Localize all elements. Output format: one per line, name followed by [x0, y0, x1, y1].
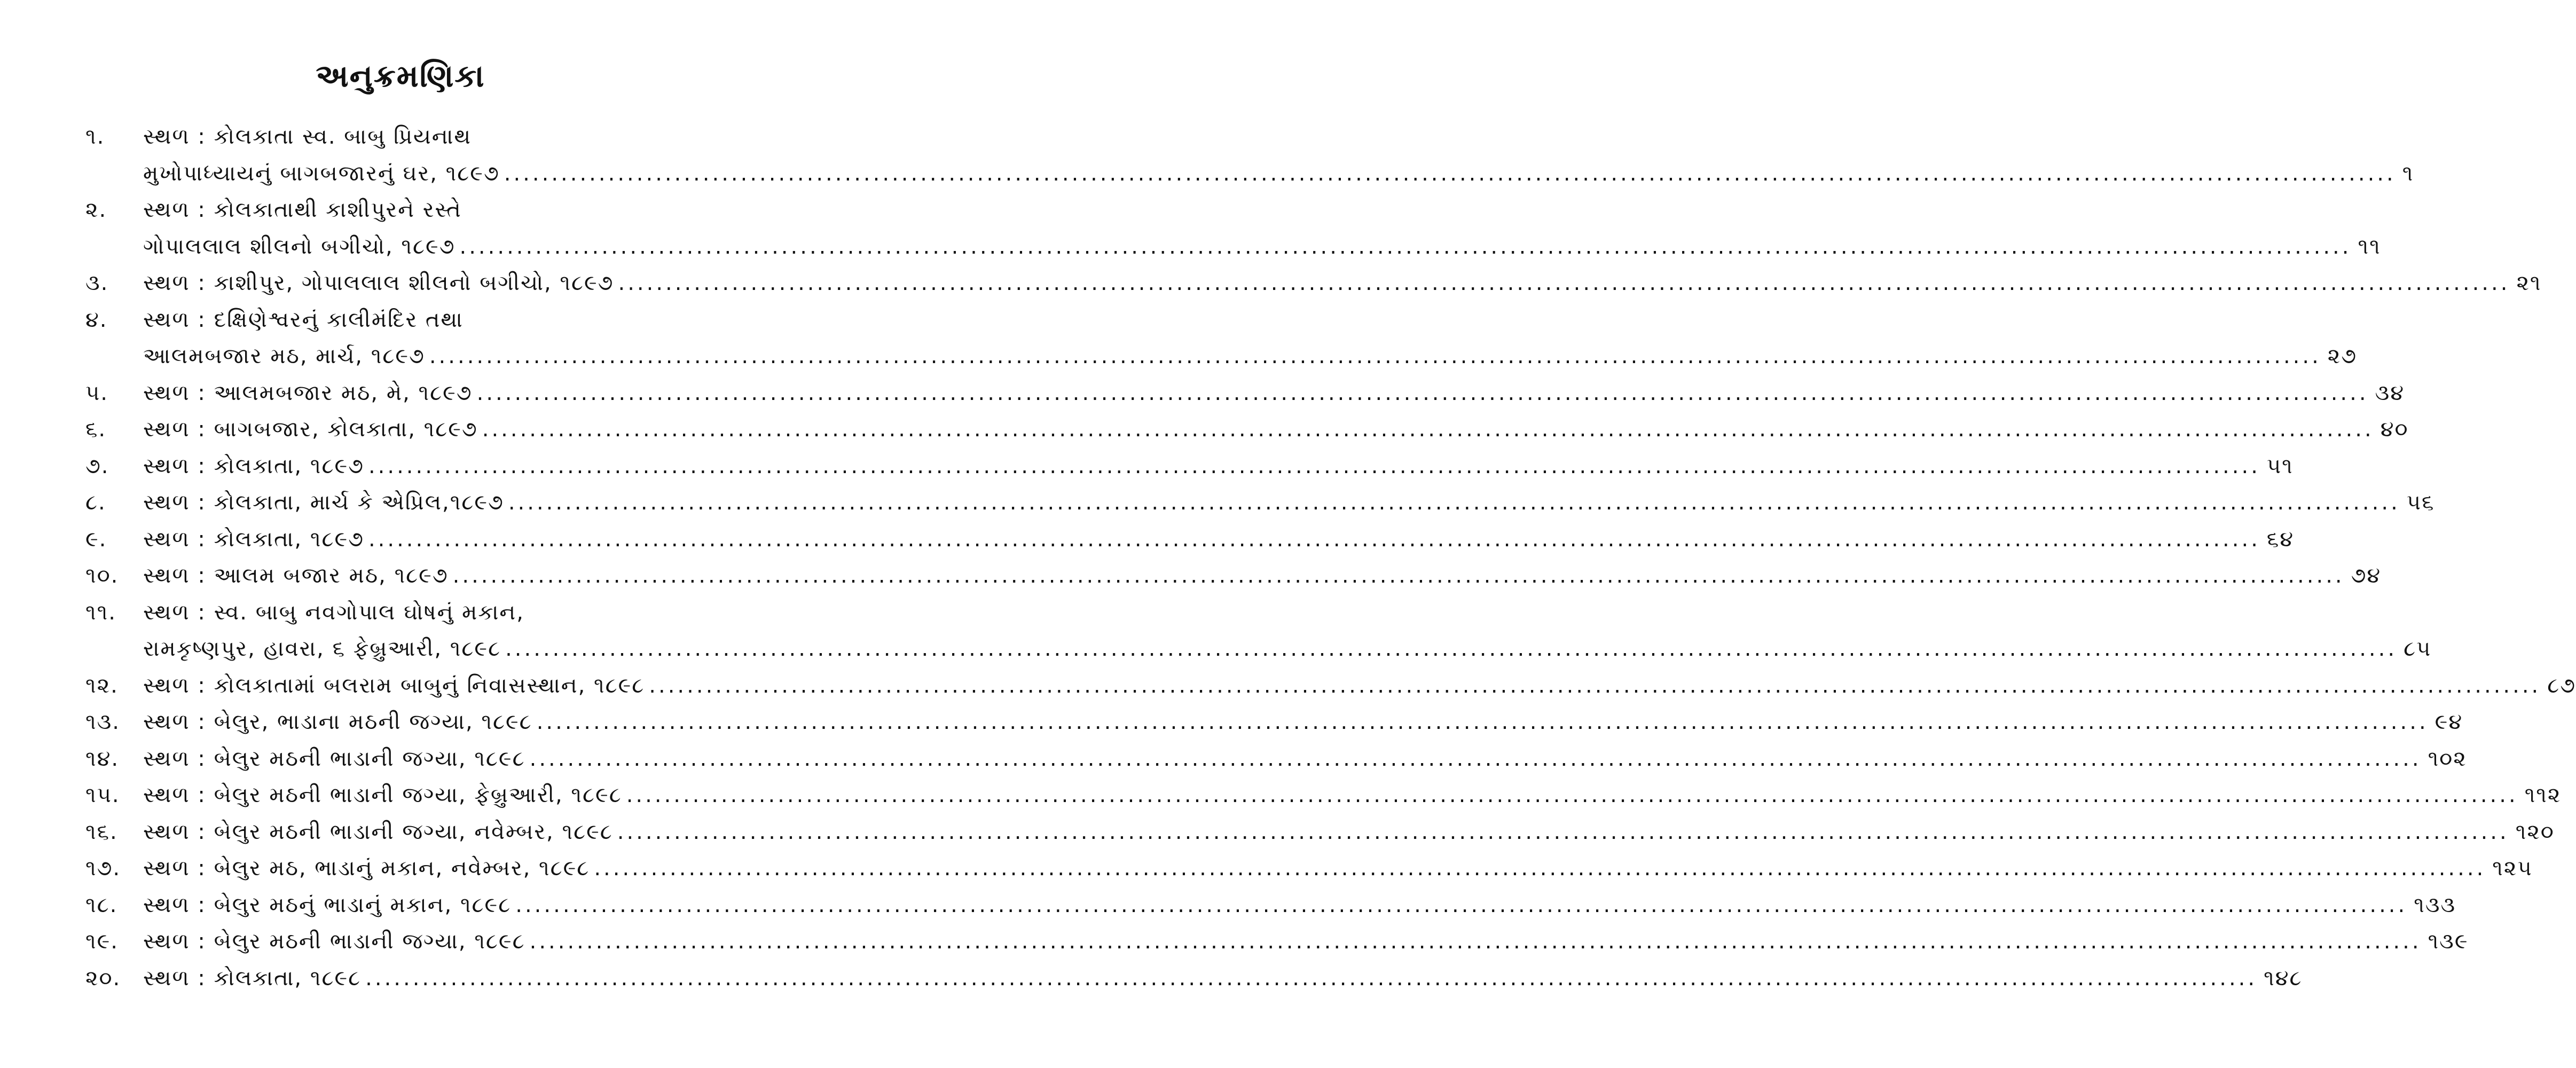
- entry-text: રામકૃષ્ણપુર, હાવરા, ૬ ફેબ્રુઆરી, ૧૮૯૮: [143, 637, 501, 661]
- page-number: ૮૭: [2547, 673, 2576, 698]
- page-number: ૪૦: [2380, 417, 2409, 442]
- entry-number: ૧૫.: [85, 783, 120, 807]
- entry-text: સ્થળ : બેલુર, ભાડાના મઠની જગ્યા, ૧૮૯૮: [143, 710, 532, 734]
- toc-entry-line: [85, 594, 721, 631]
- dot-leader: ........................................................................................................................................................................................................: [452, 563, 2345, 588]
- toc-entry-line: [85, 850, 2533, 887]
- dot-leader: ........................................................................................................................................................................................................: [508, 490, 2400, 515]
- dot-leader: ........................................................................................................................................................................................................: [368, 527, 2260, 552]
- entry-text: સ્થળ : કોલકાતામાં બલરામ બાબુનું નિવાસસ્થાન, ૧૮૯૮: [143, 673, 645, 698]
- dot-leader: ........................................................................................................................................................................................................: [482, 417, 2374, 442]
- page-number: ૮૫: [2404, 637, 2432, 661]
- dot-leader: ........................................................................................................................................................................................................: [505, 637, 2398, 661]
- entry-text: સ્થળ : સ્વ. બાબુ નવગોપાલ ઘોષનું મકાન,: [143, 600, 524, 625]
- page-number: ૧૪૮: [2264, 965, 2303, 991]
- entry-text: સ્થળ : કોલકાતા, ૧૮૯૮: [143, 965, 362, 991]
- toc-entry-line: [85, 814, 2555, 851]
- page-title: અનુક્રમણિકા: [316, 58, 485, 94]
- entry-number: ૧૭.: [85, 856, 121, 881]
- page-number: ૯૪: [2434, 710, 2463, 734]
- entry-text: સ્થળ : બેલુર મઠની ભાડાની જગ્યા, ફેબ્રુઆરી, ૧૮૯૮: [143, 783, 622, 807]
- toc-entry-line: [85, 521, 2295, 558]
- page-number: ૧૨૦: [2515, 819, 2555, 844]
- entry-text: સ્થળ : બેલુર મઠની ભાડાની જગ્યા, નવેમ્બર, ૧૮૯૮: [143, 819, 613, 844]
- dot-leader: ........................................................................................................................................................................................................: [617, 819, 2509, 844]
- dot-leader: ........................................................................................................................................................................................................: [459, 234, 2352, 259]
- dot-leader: ........................................................................................................................................................................................................: [365, 965, 2258, 991]
- toc-entry-line: [85, 887, 2456, 924]
- toc-entry-line: [85, 777, 2562, 814]
- dot-leader: ........................................................................................................................................................................................................: [368, 453, 2260, 478]
- toc-entry-line: [85, 155, 2414, 192]
- toc-entry-line: [85, 302, 721, 339]
- dot-leader: ........................................................................................................................................................................................................: [504, 161, 2396, 186]
- entry-number: ૧૨.: [85, 673, 119, 698]
- entry-text: સ્થળ : બેલુર મઠની ભાડાની જગ્યા, ૧૮૯૮: [143, 929, 525, 954]
- entry-text: આલમબજાર મઠ, માર્ચ, ૧૮૯૭: [143, 344, 425, 368]
- entry-number: ૯.: [85, 527, 107, 552]
- entry-number: ૭.: [85, 453, 109, 478]
- entry-number: ૧૦.: [85, 563, 119, 588]
- entry-text: મુખોપાધ્યાયનું બાગબજારનું ઘર, ૧૮૯૭: [143, 161, 500, 186]
- toc-entry-line: [85, 741, 2467, 778]
- dot-leader: ........................................................................................................................................................................................................: [429, 344, 2321, 368]
- toc-entry-line: [85, 265, 2542, 302]
- entry-text: સ્થળ : કોલકાતા, ૧૮૯૭: [143, 527, 364, 552]
- page-number: ૫૧: [2266, 453, 2294, 478]
- dot-leader: ........................................................................................................................................................................................................: [618, 271, 2510, 295]
- dot-leader: ........................................................................................................................................................................................................: [529, 746, 2422, 771]
- page-number: ૫૬: [2406, 490, 2435, 515]
- dot-leader: ........................................................................................................................................................................................................: [515, 892, 2408, 917]
- page-number: ૨૧: [2516, 271, 2542, 295]
- entry-number: ૪.: [85, 307, 108, 332]
- entry-number: ૧૮.: [85, 892, 118, 917]
- toc-entry-line: [85, 229, 2381, 265]
- page-number: ૩૪: [2375, 380, 2405, 405]
- entry-text: સ્થળ : કોલકાતા સ્વ. બાબુ પ્રિયનાથ: [143, 124, 472, 149]
- toc-entry-line: [85, 484, 2435, 521]
- entry-number: ૧૪.: [85, 746, 120, 771]
- page-number: ૧૩૯: [2428, 929, 2469, 954]
- toc-entry-line: [85, 338, 2358, 375]
- toc-entry-line: [85, 923, 2469, 960]
- page-number: ૧૧: [2358, 234, 2381, 259]
- entry-text: સ્થળ : કોલકાતા, માર્ચ કે એપ્રિલ,૧૮૯૭: [143, 490, 504, 515]
- table-of-contents: [85, 119, 2576, 996]
- entry-text: સ્થળ : કોલકાતા, ૧૮૯૭: [143, 453, 364, 478]
- entry-number: ૧૧.: [85, 600, 116, 625]
- page-number: ૬૪: [2266, 527, 2295, 552]
- entry-number: ૧૩.: [85, 710, 120, 734]
- page-number: ૨૭: [2327, 344, 2358, 368]
- toc-entry-line: [85, 448, 2294, 485]
- toc-entry-line: [85, 960, 2303, 997]
- entry-text: સ્થળ : બેલુર મઠ, ભાડાનું મકાન, નવેમ્બર, ૧૮૯૮: [143, 856, 590, 881]
- dot-leader: ........................................................................................................................................................................................................: [594, 856, 2486, 881]
- page-number: ૧૩૩: [2414, 892, 2456, 917]
- entry-number: ૬.: [85, 417, 107, 442]
- entry-text: સ્થળ : દક્ષિણેશ્વરનું કાલીમંદિર તથા: [143, 307, 464, 332]
- page-number: ૭૪: [2351, 563, 2382, 588]
- entry-text: સ્થળ : બેલુર મઠનું ભાડાનું મકાન, ૧૮૯૮: [143, 892, 512, 917]
- entry-text: સ્થળ : બાગબજાર, કોલકાતા, ૧૮૯૭: [143, 417, 478, 442]
- entry-number: ૨.: [85, 198, 107, 222]
- entry-text: સ્થળ : આલમ બજાર મઠ, ૧૮૯૭: [143, 563, 449, 588]
- entry-text: સ્થળ : કાશીપુર, ગોપાલલાલ શીલનો બગીચો, ૧૮૯૭: [143, 271, 614, 295]
- dot-leader: ........................................................................................................................................................................................................: [529, 929, 2422, 954]
- page-number: ૧૧૨: [2524, 783, 2562, 807]
- entry-number: ૨૦.: [85, 965, 121, 991]
- entry-number: ૮.: [85, 490, 106, 515]
- entry-text: ગોપાલલાલ શીલનો બગીચો, ૧૮૯૭: [143, 234, 455, 259]
- dot-leader: ........................................................................................................................................................................................................: [536, 710, 2429, 734]
- dot-leader: ........................................................................................................................................................................................................: [626, 783, 2518, 807]
- page-number: ૧૦૨: [2428, 746, 2467, 771]
- entry-number: ૧.: [85, 124, 105, 149]
- toc-entry-line: [85, 631, 2432, 668]
- entry-number: ૫.: [85, 380, 108, 405]
- entry-number: ૧૯.: [85, 929, 119, 954]
- toc-entry-line: [85, 668, 2576, 704]
- toc-entry-line: [85, 119, 721, 155]
- toc-entry-line: [85, 704, 2463, 741]
- entry-number: ૩.: [85, 271, 109, 295]
- entry-number: ૧૬.: [85, 819, 118, 844]
- toc-entry-line: [85, 411, 2409, 448]
- toc-entry-line: [85, 192, 721, 229]
- dot-leader: ........................................................................................................................................................................................................: [476, 380, 2369, 405]
- entry-text: સ્થળ : કોલકાતાથી કાશીપુરને રસ્તે: [143, 198, 462, 222]
- page-number: ૧: [2402, 161, 2414, 186]
- toc-entry-line: [85, 557, 2382, 594]
- dot-leader: ........................................................................................................................................................................................................: [649, 673, 2541, 698]
- toc-entry-line: [85, 375, 2405, 412]
- page-number: ૧૨૫: [2492, 856, 2533, 881]
- entry-text: સ્થળ : બેલુર મઠની ભાડાની જગ્યા, ૧૮૯૮: [143, 746, 525, 771]
- entry-text: સ્થળ : આલમબજાર મઠ, મે, ૧૮૯૭: [143, 380, 473, 405]
